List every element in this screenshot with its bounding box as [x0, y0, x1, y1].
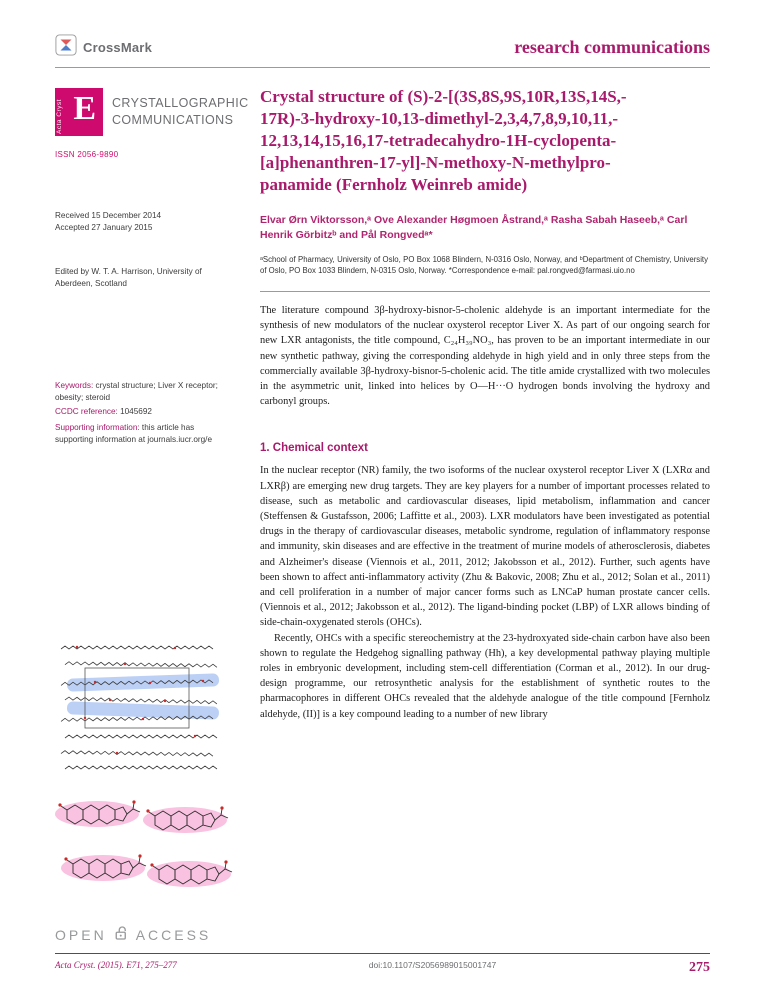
affiliations: ᵃSchool of Pharmacy, University of Oslo, PO Box 1068 Blindern, N-0316 Oslo, Norway, and ᵇDepartment of Chemistry, University of Oslo, PO Box 1033 Blindern, N-0315 Oslo, Norway. *Correspondence e-mail: pal.rongved@farmasi.uio.no [260, 255, 708, 275]
logo-letter: E [73, 90, 96, 127]
journal-name-line1: CRYSTALLOGRAPHIC [112, 96, 249, 110]
ccdc-label: CCDC reference: [55, 407, 118, 416]
keywords-block [55, 380, 227, 404]
body-paragraph-1: In the nuclear receptor (NR) family, the two isoforms of the nuclear oxysterol receptor Liver X (LXRα and LXRβ) are emerging new drug targets. They are key players for a number of important processes related to disease, such as metabolic and cardiovascular diseases, lipid metabolism, inflammation and cancer (Steffensen & Gustafsson, 2006; Laffitte et al., 2003). LXR modulators have been investigated as potential drugs in the therapy of cardiovascular diseases, metabolic syndrome, regulation of inflammatory response and immunity, skin diseases and are effective in the treatment of murine models of atherosclerosis, diabetes and Alzheimer's disease (Viennois et al., 2011, 2012; Jakobsson et al., 2012). Further, such agents have been shown to affect anti-inflammatory activity (Zhu & Bakovic, 2008; Zhu et al., 2012; Solan et al., 2011) and cell proliferation in a number of major cancer forms such as LNCaP human prostate cancer cells. (Viennois et al., 2012; Jakobsson et al., 2012). The ligand-binding pocket (LBP) of LXR allows binding of side-chain-oxygenated sterols (OHCs). [260, 465, 710, 629]
journal-logo-row [55, 88, 249, 136]
supporting-information-link[interactable] [55, 422, 227, 446]
received-date: Received 15 December 2014 [55, 211, 162, 220]
crossmark-icon [55, 34, 77, 61]
article-title [260, 86, 710, 196]
open-lock-icon [114, 924, 129, 945]
ccdc-number: 1045692 [117, 407, 152, 416]
issn: ISSN 2056-9890 [55, 150, 119, 159]
author-list: Elvar Ørn Viktorsson,ᵃ Ove Alexander Høgmoen Åstrand,ᵃ Rasha Sabah Haseeb,ᵃ Carl Henrik Görbitzᵇ and Pål Rongvedᵃ* [260, 214, 688, 241]
article-title-line: 12,13,14,15,16,17-tetradecahydro-1H-cyclopenta- [260, 131, 617, 150]
logo-vertical-text: Acta Cryst [56, 99, 63, 134]
page-header [55, 30, 710, 64]
header-divider [55, 67, 710, 68]
article-title-line: [a]phenanthren-17-yl]-N-methoxy-N-methylpro- [260, 153, 611, 172]
ccdc-reference-block [55, 406, 227, 418]
footer-citation: Acta Cryst. (2015). E71, 275–277 [55, 960, 177, 970]
sidebar [55, 88, 249, 968]
crossmark-logo[interactable] [55, 34, 152, 61]
journal-name-line2: COMMUNICATIONS [112, 113, 234, 127]
supporting-label: Supporting information: [55, 423, 140, 432]
figure-packing-diagram [55, 636, 233, 781]
article-title-line: 17R)-3-hydroxy-10,13-dimethyl-2,3,4,7,8,9,10,11,- [260, 109, 619, 128]
open-access-logo [55, 924, 211, 945]
footer-doi[interactable]: doi:10.1107/S2056989015001747 [368, 960, 497, 970]
figure-molecule-diagram [55, 788, 233, 905]
edited-by: Edited by W. T. A. Harrison, University of Aberdeen, Scotland [55, 267, 202, 288]
article-title-line: Crystal structure of (S)-2-[(3S,8S,9S,10R,13S,14S,- [260, 87, 627, 106]
open-access-access-label: ACCESS [135, 926, 212, 943]
received-accepted [55, 210, 161, 234]
body-paragraph-2: Recently, OHCs with a specific stereochemistry at the 23-hydroxyated side-chain carbon have also been shown to regulate the Hedgehog signalling pathway (Hh), a key developmental pathway playing multiple roles in embryonic development, including stem-cell differentiation (Corman et al., 2012). In our drug-design programme, our retrosynthetic analysis for the establishment of synthetic routes to the pharmacophores in different OHCs revealed that the aldehyde analogue of the title compound [Fernholz aldehyde, (II)] is a key compound leading to a number of new library [260, 632, 710, 720]
footer-divider [55, 953, 710, 954]
abstract: The literature compound 3β-hydroxy-bisnor-5-cholenic aldehyde is an important intermediate for the synthesis of new modulators of the nuclear oxysterol receptor Liver X. As part of our ongoing search for new LXR antagonists, the title compound, C₂₄H₃₉NO₃, has proven to be an important intermediate in our new synthetic pathway, giving the corresponding aldehyde in high yield and in only three steps from the commercially available 3β-hydroxy-bisnor-5-cholenic acid. The title amide crystallized with two molecules in the asymmetric unit, linked into helices by O—H···O hydrogen bonds involving the hydroxy and carbonyl groups. [260, 305, 710, 408]
article-title-line: panamide (Fernholz Weinreb amide) [260, 175, 528, 194]
journal-name [112, 95, 249, 129]
section-banner: research communications [514, 36, 710, 57]
supporting-text: this article has supporting information at journals.iucr.org/e [55, 423, 213, 444]
article-main [260, 86, 710, 722]
section-heading-chemical-context: 1. Chemical context [260, 442, 369, 455]
open-access-open-label: OPEN [55, 926, 107, 943]
abstract-divider [260, 291, 710, 292]
keywords-label: Keywords: [55, 381, 94, 390]
acta-cryst-e-logo [55, 88, 103, 136]
accepted-date: Accepted 27 January 2015 [55, 223, 153, 232]
crossmark-label: CrossMark [83, 39, 152, 55]
footer-page-number: 275 [689, 960, 710, 975]
page-footer [55, 960, 710, 976]
keywords-text: crystal structure; Liver X receptor; obesity; steroid [55, 381, 218, 402]
